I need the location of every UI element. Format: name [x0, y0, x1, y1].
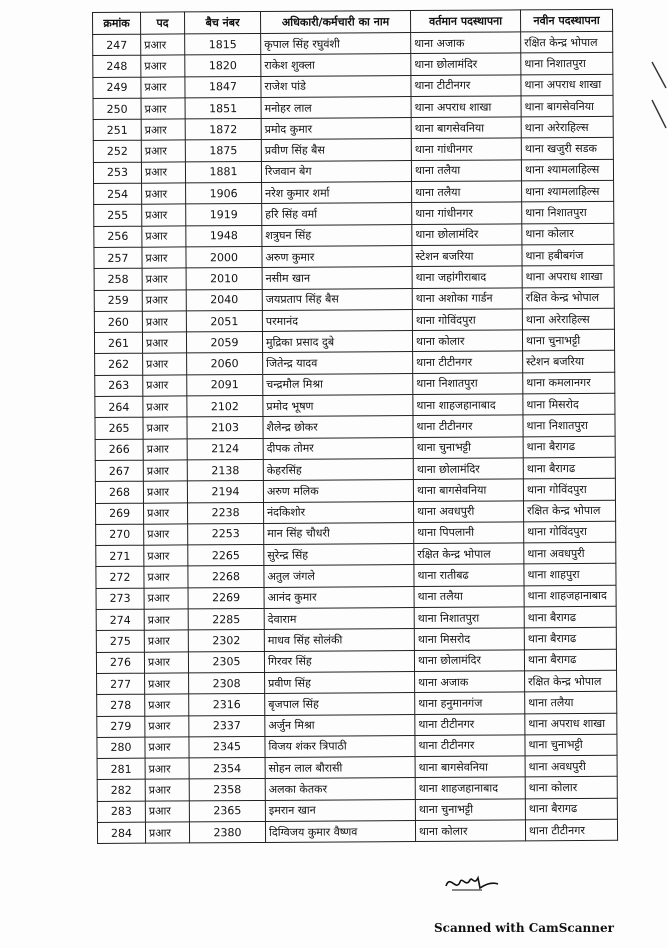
batch-cell: 1815	[185, 33, 261, 55]
name-cell: रिजवान बेग	[261, 160, 411, 182]
new-posting-cell: थाना बैरागढ	[525, 798, 617, 820]
serial-cell: 284	[97, 822, 145, 844]
post-cell: प्रआर	[142, 247, 186, 269]
current-posting-cell: थाना मिसरोद	[414, 628, 524, 650]
batch-cell: 2059	[186, 332, 262, 354]
current-posting-cell: थाना निशातपुरा	[413, 373, 523, 395]
current-posting-cell: थाना अवधपुरी	[413, 500, 523, 522]
name-cell: विजय शंकर त्रिपाठी	[265, 735, 415, 757]
batch-cell: 2337	[189, 715, 265, 737]
batch-cell: 2354	[189, 758, 265, 780]
new-posting-cell: थाना श्यामलाहिल्स	[521, 159, 613, 181]
post-cell: प्रआर	[145, 673, 189, 695]
serial-cell: 278	[97, 694, 145, 716]
post-cell: प्रआर	[141, 77, 185, 99]
name-cell: नरेश कुमार शर्मा	[262, 182, 412, 204]
batch-cell: 2138	[187, 459, 263, 481]
name-cell: शत्रुघन सिंह	[262, 224, 412, 246]
header-post: पद	[141, 12, 185, 34]
batch-cell: 2194	[187, 481, 263, 503]
name-cell: शैलेन्द्र छोकर	[263, 416, 413, 438]
new-posting-cell: थाना निशातपुरा	[523, 415, 615, 437]
serial-cell: 283	[97, 801, 145, 823]
current-posting-cell: थाना कोलार	[412, 330, 522, 352]
post-cell: प्रआर	[145, 694, 189, 716]
batch-cell: 1820	[185, 55, 261, 77]
batch-cell: 1948	[186, 225, 262, 247]
current-posting-cell: थाना शाहजहानाबाद	[415, 777, 525, 799]
serial-cell: 270	[96, 524, 144, 546]
post-cell: प्रआर	[143, 417, 187, 439]
post-cell: प्रआर	[142, 289, 186, 311]
batch-cell: 2238	[187, 502, 263, 524]
new-posting-cell: थाना अरेराहिल्स	[522, 308, 614, 330]
name-cell: बृजपाल सिंह	[265, 693, 415, 715]
current-posting-cell: थाना निशातपुरा	[414, 607, 524, 629]
name-cell: राकेश शुक्ला	[261, 54, 411, 76]
post-cell: प्रआर	[142, 268, 186, 290]
batch-cell: 2051	[186, 310, 262, 332]
serial-cell: 265	[95, 418, 143, 440]
current-posting-cell: थाना गोविंदपुरा	[412, 309, 522, 331]
new-posting-cell: थाना शाहजहानाबाद	[524, 585, 616, 607]
post-cell: प्रआर	[144, 524, 188, 546]
table-row	[97, 819, 617, 843]
header-new-posting: नवीन पदस्थापना	[520, 9, 612, 32]
serial-cell: 271	[96, 545, 144, 567]
serial-cell: 269	[95, 503, 143, 525]
new-posting-cell: थाना अपराध शाखा	[522, 266, 614, 288]
current-posting-cell: थाना टीटीनगर	[415, 735, 525, 757]
batch-cell: 1906	[186, 183, 262, 205]
new-posting-cell: थाना बैरागढ	[524, 606, 616, 628]
batch-cell: 2285	[188, 608, 264, 630]
batch-cell: 2302	[188, 630, 264, 652]
current-posting-cell: थाना टीटीनगर	[415, 713, 525, 735]
name-cell: जयप्रताप सिंह बैस	[262, 288, 412, 310]
current-posting-cell: थाना छोलामंदिर	[411, 53, 521, 75]
header-serial: क्रमांक	[93, 12, 141, 34]
current-posting-cell: थाना टीटीनगर	[411, 74, 521, 96]
new-posting-cell: थाना गोविंदपुरा	[523, 479, 615, 501]
current-posting-cell: थाना हनुमानगंज	[415, 692, 525, 714]
table-header-row	[93, 9, 613, 34]
new-posting-cell: थाना बागसेवनिया	[521, 95, 613, 117]
post-cell: प्रआर	[144, 652, 188, 674]
current-posting-cell: थाना बागसेवनिया	[411, 117, 521, 139]
camscanner-watermark: Scanned with CamScanner	[434, 921, 614, 935]
current-posting-cell: थाना पिपलानी	[414, 522, 524, 544]
batch-cell: 1881	[185, 161, 261, 183]
scan-edge-mark	[650, 60, 668, 130]
current-posting-cell: थाना छोलामंदिर	[413, 458, 523, 480]
post-cell: प्रआर	[142, 183, 186, 205]
post-cell: प्रआर	[143, 375, 187, 397]
post-cell: प्रआर	[145, 801, 189, 823]
post-cell: प्रआर	[143, 460, 187, 482]
post-cell: प्रआर	[141, 162, 185, 184]
post-cell: प्रआर	[141, 140, 185, 162]
name-cell: मान सिंह चौधरी	[264, 522, 414, 544]
current-posting-cell: थाना तलैया	[414, 586, 524, 608]
header-batch: बैच नंबर	[185, 11, 261, 33]
current-posting-cell: रक्षित केन्द्र भोपाल	[414, 543, 524, 565]
current-posting-cell: थाना रातीबढ	[414, 564, 524, 586]
serial-cell: 279	[97, 716, 145, 738]
post-cell: प्रआर	[144, 630, 188, 652]
post-cell: प्रआर	[142, 332, 186, 354]
new-posting-cell: थाना शाहपुरा	[524, 564, 616, 586]
batch-cell: 1851	[185, 97, 261, 119]
new-posting-cell: रक्षित केन्द्र भोपाल	[523, 500, 615, 522]
serial-cell: 257	[94, 247, 142, 269]
new-posting-cell: थाना चुनाभट्टी	[525, 734, 617, 756]
new-posting-cell: थाना अवधपुरी	[524, 542, 616, 564]
new-posting-cell: थाना मिसरोद	[523, 393, 615, 415]
post-cell: प्रआर	[143, 439, 187, 461]
name-cell: नसीम खान	[262, 267, 412, 289]
name-cell: देवाराम	[264, 608, 414, 630]
post-cell: प्रआर	[141, 98, 185, 120]
header-current-posting: वर्तमान पदस्थापना	[410, 10, 520, 33]
current-posting-cell: थाना बागसेवनिया	[415, 756, 525, 778]
current-posting-cell: थाना टीटीनगर	[413, 351, 523, 373]
name-cell: परमानंद	[262, 309, 412, 331]
batch-cell: 2265	[188, 545, 264, 567]
current-posting-cell: थाना टीटीनगर	[413, 415, 523, 437]
name-cell: इमरान खान	[265, 799, 415, 821]
post-cell: प्रआर	[145, 779, 189, 801]
name-cell: मनोहर लाल	[261, 96, 411, 118]
batch-cell: 2365	[189, 800, 265, 822]
new-posting-cell: थाना हबीबगंज	[522, 244, 614, 266]
new-posting-cell: थाना निशातपुरा	[522, 202, 614, 224]
post-cell: प्रआर	[144, 609, 188, 631]
name-cell: हरि सिंह वर्मा	[262, 203, 412, 225]
current-posting-cell: स्टेशन बजरिया	[412, 245, 522, 267]
batch-cell: 1847	[185, 76, 261, 98]
name-cell: अर्जुन मिश्रा	[265, 714, 415, 736]
new-posting-cell: थाना गोविंदपुरा	[524, 521, 616, 543]
serial-cell: 256	[94, 226, 142, 248]
current-posting-cell: थाना अजाक	[415, 671, 525, 693]
name-cell: नंदकिशोर	[263, 501, 413, 523]
new-posting-cell: थाना कमलानगर	[523, 372, 615, 394]
new-posting-cell: थाना अवधपुरी	[525, 755, 617, 777]
batch-cell: 2316	[189, 694, 265, 716]
serial-cell: 252	[93, 141, 141, 163]
post-cell: प्रआर	[143, 481, 187, 503]
name-cell: माधव सिंह सोलंकी	[264, 629, 414, 651]
post-cell: प्रआर	[143, 396, 187, 418]
current-posting-cell: थाना छोलामंदिर	[414, 649, 524, 671]
new-posting-cell: थाना अपराध शाखा	[525, 713, 617, 735]
name-cell: कृपाल सिंह रघुवंशी	[261, 33, 411, 55]
name-cell: गिरवर सिंह	[264, 650, 414, 672]
new-posting-cell: थाना अपराध शाखा	[521, 74, 613, 96]
signature-mark	[442, 866, 502, 894]
batch-cell: 1875	[185, 140, 261, 162]
current-posting-cell: थाना शाहजहानाबाद	[413, 394, 523, 416]
new-posting-cell: रक्षित केन्द्र भोपाल	[521, 31, 613, 53]
batch-cell: 2308	[189, 672, 265, 694]
serial-cell: 249	[93, 77, 141, 99]
name-cell: अरुण कुमार	[262, 246, 412, 268]
current-posting-cell: थाना चुनाभट्टी	[415, 799, 525, 821]
current-posting-cell: थाना तलैया	[412, 181, 522, 203]
name-cell: सोहन लाल बौरासी	[265, 757, 415, 779]
batch-cell: 2358	[189, 779, 265, 801]
serial-cell: 261	[94, 332, 142, 354]
serial-cell: 247	[93, 34, 141, 56]
serial-cell: 255	[94, 205, 142, 227]
current-posting-cell: थाना गांधीनगर	[412, 202, 522, 224]
serial-cell: 254	[94, 183, 142, 205]
new-posting-cell: रक्षित केन्द्र भोपाल	[525, 670, 617, 692]
name-cell: चन्द्रमौल मिश्रा	[263, 373, 413, 395]
serial-cell: 264	[95, 396, 143, 418]
serial-cell: 275	[96, 631, 144, 653]
current-posting-cell: थाना गांधीनगर	[411, 138, 521, 160]
post-cell: प्रआर	[141, 119, 185, 141]
batch-cell: 1919	[186, 204, 262, 226]
post-cell: प्रआर	[145, 715, 189, 737]
post-cell: प्रआर	[145, 737, 189, 759]
new-posting-cell: थाना कोलार	[525, 777, 617, 799]
name-cell: अतुल जंगले	[264, 565, 414, 587]
new-posting-cell: थाना बैरागढ	[523, 457, 615, 479]
name-cell: दिग्विजय कुमार वैष्णव	[265, 821, 415, 843]
serial-cell: 251	[93, 119, 141, 141]
post-cell: प्रआर	[144, 588, 188, 610]
post-cell: प्रआर	[144, 566, 188, 588]
new-posting-cell: स्टेशन बजरिया	[523, 351, 615, 373]
serial-cell: 277	[97, 673, 145, 695]
new-posting-cell: थाना अरेराहिल्स	[521, 117, 613, 139]
serial-cell: 276	[96, 652, 144, 674]
table-body	[93, 31, 618, 843]
serial-cell: 280	[97, 737, 145, 759]
new-posting-cell: रक्षित केन्द्र भोपाल	[522, 287, 614, 309]
serial-cell: 267	[95, 460, 143, 482]
name-cell: प्रवीण सिंह बैस	[261, 139, 411, 161]
new-posting-cell: थाना निशातपुरा	[521, 53, 613, 75]
post-cell: प्रआर	[142, 204, 186, 226]
batch-cell: 2000	[186, 246, 262, 268]
batch-cell: 2305	[188, 651, 264, 673]
serial-cell: 259	[94, 290, 142, 312]
name-cell: अरुण मलिक	[263, 480, 413, 502]
batch-cell: 2010	[186, 268, 262, 290]
new-posting-cell: थाना कोलार	[522, 223, 614, 245]
serial-cell: 282	[97, 780, 145, 802]
post-cell: प्रआर	[145, 758, 189, 780]
name-cell: जितेन्द्र यादव	[263, 352, 413, 374]
batch-cell: 2124	[187, 438, 263, 460]
post-cell: प्रआर	[142, 311, 186, 333]
new-posting-cell: थाना टीटीनगर	[525, 819, 617, 841]
new-posting-cell: थाना बैरागढ	[524, 628, 616, 650]
post-cell: प्रआर	[142, 226, 186, 248]
current-posting-cell: थाना अपराध शाखा	[411, 96, 521, 118]
post-cell: प्रआर	[145, 822, 189, 844]
name-cell: सुरेन्द्र सिंह	[264, 544, 414, 566]
new-posting-cell: थाना चुनाभट्टी	[522, 329, 614, 351]
name-cell: प्रवीण सिंह	[265, 671, 415, 693]
transfer-roster-table	[92, 9, 618, 844]
batch-cell: 2103	[187, 417, 263, 439]
serial-cell: 268	[95, 481, 143, 503]
serial-cell: 266	[95, 439, 143, 461]
current-posting-cell: थाना छोलामंदिर	[412, 224, 522, 246]
name-cell: राजेश पांडे	[261, 75, 411, 97]
current-posting-cell: थाना अजाक	[411, 32, 521, 54]
serial-cell: 274	[96, 609, 144, 631]
batch-cell: 2091	[187, 374, 263, 396]
post-cell: प्रआर	[141, 55, 185, 77]
current-posting-cell: थाना बागसेवनिया	[413, 479, 523, 501]
name-cell: अलका केतकर	[265, 778, 415, 800]
serial-cell: 273	[96, 588, 144, 610]
batch-cell: 2253	[188, 523, 264, 545]
batch-cell: 2040	[186, 289, 262, 311]
batch-cell: 2269	[188, 587, 264, 609]
batch-cell: 2380	[189, 821, 265, 843]
post-cell: प्रआर	[143, 353, 187, 375]
post-cell: प्रआर	[141, 34, 185, 56]
serial-cell: 260	[94, 311, 142, 333]
batch-cell: 2345	[189, 736, 265, 758]
new-posting-cell: थाना बैरागढ	[524, 649, 616, 671]
batch-cell: 2102	[187, 396, 263, 418]
post-cell: प्रआर	[144, 545, 188, 567]
current-posting-cell: थाना कोलार	[415, 820, 525, 842]
serial-cell: 281	[97, 758, 145, 780]
header-name: अधिकारी/कर्मचारी का नाम	[260, 11, 410, 34]
current-posting-cell: थाना अशोका गार्डन	[412, 287, 522, 309]
serial-cell: 258	[94, 268, 142, 290]
batch-cell: 2268	[188, 566, 264, 588]
current-posting-cell: थाना चुनाभट्टी	[413, 437, 523, 459]
name-cell: आनंद कुमार	[264, 586, 414, 608]
serial-cell: 253	[93, 162, 141, 184]
serial-cell: 250	[93, 98, 141, 120]
new-posting-cell: थाना तलैया	[525, 692, 617, 714]
name-cell: प्रमोद कुमार	[261, 118, 411, 140]
name-cell: दीपक तोमर	[263, 437, 413, 459]
serial-cell: 272	[96, 567, 144, 589]
name-cell: केहरसिंह	[263, 458, 413, 480]
serial-cell: 263	[95, 375, 143, 397]
serial-cell: 248	[93, 55, 141, 77]
batch-cell: 2060	[187, 353, 263, 375]
new-posting-cell: थाना खजुरी सडक	[521, 138, 613, 160]
name-cell: प्रमोद भूषण	[263, 395, 413, 417]
current-posting-cell: थाना तलैया	[411, 160, 521, 182]
batch-cell: 1872	[185, 119, 261, 141]
new-posting-cell: थाना श्यामलाहिल्स	[522, 180, 614, 202]
serial-cell: 262	[95, 354, 143, 376]
current-posting-cell: थाना जहांगीराबाद	[412, 266, 522, 288]
name-cell: मुद्रिका प्रसाद दुबे	[262, 331, 412, 353]
post-cell: प्रआर	[143, 502, 187, 524]
new-posting-cell: थाना बैरागढ	[523, 436, 615, 458]
